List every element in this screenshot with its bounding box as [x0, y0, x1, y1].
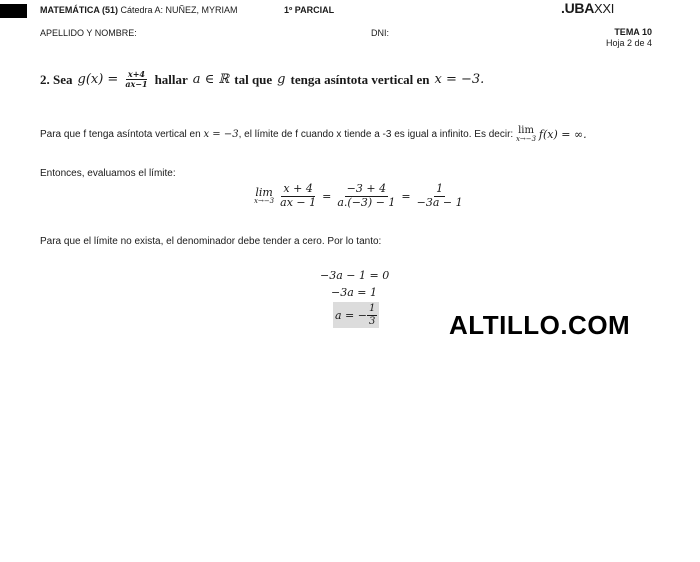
name-label: APELLIDO Y NOMBRE: — [40, 28, 137, 38]
exam-label: 1º PARCIAL — [284, 5, 335, 15]
limit-notation: lim x→−3 — [515, 125, 537, 143]
function-fraction: $\frac{x+4}{ax-1}$ — [125, 69, 148, 90]
paragraph-asymptote: Para que f tenga asíntota vertical en x = −3 , el límite de f cuando x tiende a -3 es igual a infinito. Es decir: lim x→−3 f(x) = ∞. — [40, 125, 587, 143]
altillo-watermark: ALTILLO.COM — [449, 310, 631, 340]
subject-line — [40, 5, 238, 15]
limit-equation: lim x→−3 $\frac{x + 4}{ax - 1}$ = $\frac{-3 + 4}{a.(-3) - 1}$ = $\frac{1}{-3a - 1}$ — [254, 182, 463, 209]
paragraph-evaluate: Entonces, evaluamos el límite: — [40, 168, 176, 179]
problem-statement: 2. Sea g(x) = $\frac{x+4}{ax-1}$ hallar a ∈ ℝ tal que g tenga asíntota vertical en x = −3. — [40, 69, 485, 90]
paragraph-denominator: Para que el límite no exista, el denominador debe tender a cero. Por lo tanto: — [40, 236, 382, 247]
subject-title: MATEMÁTICA (51) — [40, 5, 118, 15]
function-lhs: g(x) = — [77, 72, 119, 88]
fraction-original: $\frac{x + 4}{ax - 1}$ — [280, 182, 317, 209]
fraction-simplified: $\frac{1}{-3a - 1}$ — [416, 182, 463, 209]
fraction-substituted: $\frac{-3 + 4}{a.(-3) - 1}$ — [337, 182, 396, 209]
black-header-bar — [0, 4, 27, 18]
dni-label: DNI: — [371, 28, 389, 38]
solution-line-1: −3a − 1 = 0 — [320, 269, 390, 282]
hoja-label: Hoja 2 de 4 — [605, 38, 652, 48]
uba-xxi-logo: .UBAXXI — [561, 0, 615, 16]
tema-label: TEMA 10 — [614, 27, 652, 37]
limit-operator: lim x→−3 — [254, 186, 275, 206]
catedra-label: Cátedra A: NUÑEZ, MYRIAM — [120, 5, 238, 15]
solution-line-2: −3a = 1 — [331, 286, 377, 299]
solution-result: a = − $\frac{1}{3}$ — [333, 302, 379, 328]
problem-number: 2. Sea — [40, 71, 73, 87]
